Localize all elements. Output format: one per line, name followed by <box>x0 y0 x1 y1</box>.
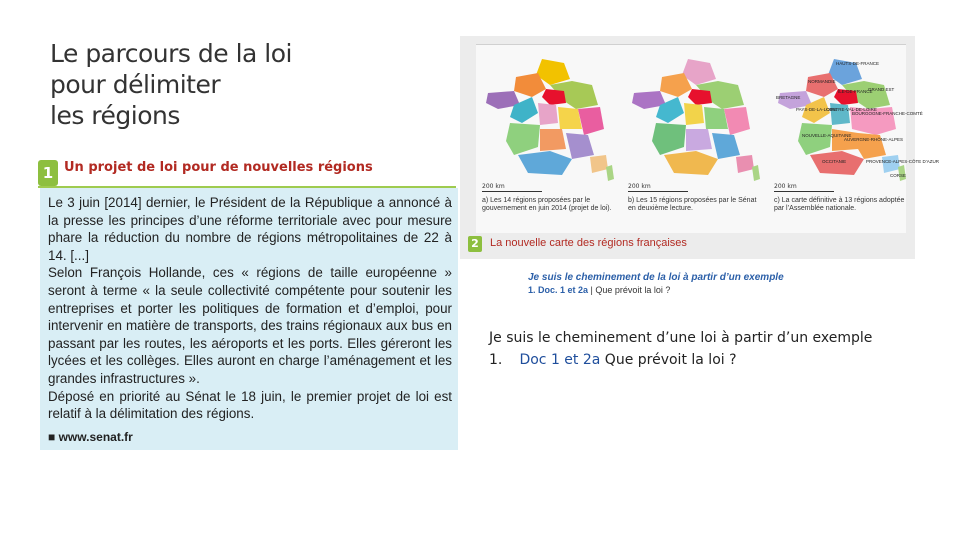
page-title <box>50 38 450 131</box>
source-credit: ■ www.senat.fr <box>48 430 133 444</box>
france-map-b <box>626 51 762 183</box>
title-line-1: Le parcours de la loi <box>50 39 292 68</box>
paragraph: Selon François Hollande, ces « régions de taille européenne » seront à terme « la seule collectivité compétente pour soutenir les entreprises et porter les politiques de formation et d’emploi, pour intervenir en matière de transports, des trains régionaux aux bus en passant par les routes, les aéroports et les ports. Elles géreront les lycées et les collèges. Elles auront en charge l’aménagement et les grandes infrastructures ». <box>48 265 452 386</box>
slide-line-intro: Je suis le cheminement d’une loi à partir d’un exemple <box>489 330 873 346</box>
region-label: OCCITANIE <box>822 159 847 164</box>
exercise-question <box>528 285 768 295</box>
region-label: ÎLE-DE-FRANCE <box>838 89 873 94</box>
slide-list-item <box>489 349 872 371</box>
region-label: PROVENCE-ALPES-CÔTE D’AZUR <box>866 159 940 164</box>
doc-heading: Un projet de loi pour de nouvelles régions <box>64 160 373 175</box>
exercise-question-text: | Que prévoit la loi ? <box>590 285 671 295</box>
list-item-text: Que prévoit la loi ? <box>604 352 737 368</box>
region-label: PAYS-DE-LA-LOIRE <box>796 107 838 112</box>
exercise-doc-ref: 1. Doc. 1 et 2a <box>528 285 589 295</box>
doc-number-badge: 1 <box>38 160 58 186</box>
region-label: BOURGOGNE-FRANCHE-COMTÉ <box>852 111 923 116</box>
exercise-title: Je suis le cheminement de la loi à partir d’un exemple <box>528 272 784 283</box>
list-item-doc-ref: Doc 1 et 2a <box>519 352 601 368</box>
region-label: BRETAGNE <box>776 95 801 100</box>
region-label: CENTRE-VAL-DE-LOIRE <box>826 107 877 112</box>
map-scale: 200 km <box>482 183 542 192</box>
slide-body <box>489 327 872 371</box>
france-map-c <box>772 51 940 183</box>
region-label: NOUVELLE-AQUITAINE <box>802 133 852 138</box>
map-caption: a) Les 14 régions proposées par le gouvernement en juin 2014 (projet de loi). <box>482 197 612 212</box>
textbook-document-1 <box>38 30 460 452</box>
map-caption: c) La carte définitive à 13 régions adoptée par l’Assemblée nationale. <box>774 197 905 212</box>
list-item-number: 1. <box>489 352 503 368</box>
title-line-3: les régions <box>50 101 180 130</box>
paragraph: Déposé en priorité au Sénat le 18 juin, le premier projet de loi est relatif à la délimitation des régions. <box>48 388 452 422</box>
maps-frame <box>476 44 940 233</box>
map-scale: 200 km <box>628 183 688 192</box>
exercise-card <box>528 272 784 304</box>
region-label: NORMANDIE <box>808 79 836 84</box>
title-line-2: pour délimiter <box>50 70 221 99</box>
doc-body <box>48 194 452 423</box>
doc-number-badge: 2 <box>468 236 482 252</box>
region-label: HAUTS-DE-FRANCE <box>836 61 880 66</box>
region-label: CORSE <box>890 173 907 178</box>
maps-document-2 <box>460 36 940 259</box>
map-caption: b) Les 15 régions proposées par le Sénat en deuxième lecture. <box>628 197 757 212</box>
region-label: AUVERGNE-RHÔNE-ALPES <box>844 137 904 142</box>
france-map-a <box>480 51 616 183</box>
region-label: GRAND EST <box>868 87 895 92</box>
paragraph: Le 3 juin [2014] dernier, le Président de la République a annoncé à la presse les principes d’une réforme territoriale avec pour mesure phare la réduction du nombre de régions métropolitaines de 22 à 14. [...] <box>48 195 452 263</box>
map-scale: 200 km <box>774 183 834 192</box>
doc-text-box <box>40 188 458 450</box>
doc-heading: La nouvelle carte des régions françaises <box>490 237 687 249</box>
